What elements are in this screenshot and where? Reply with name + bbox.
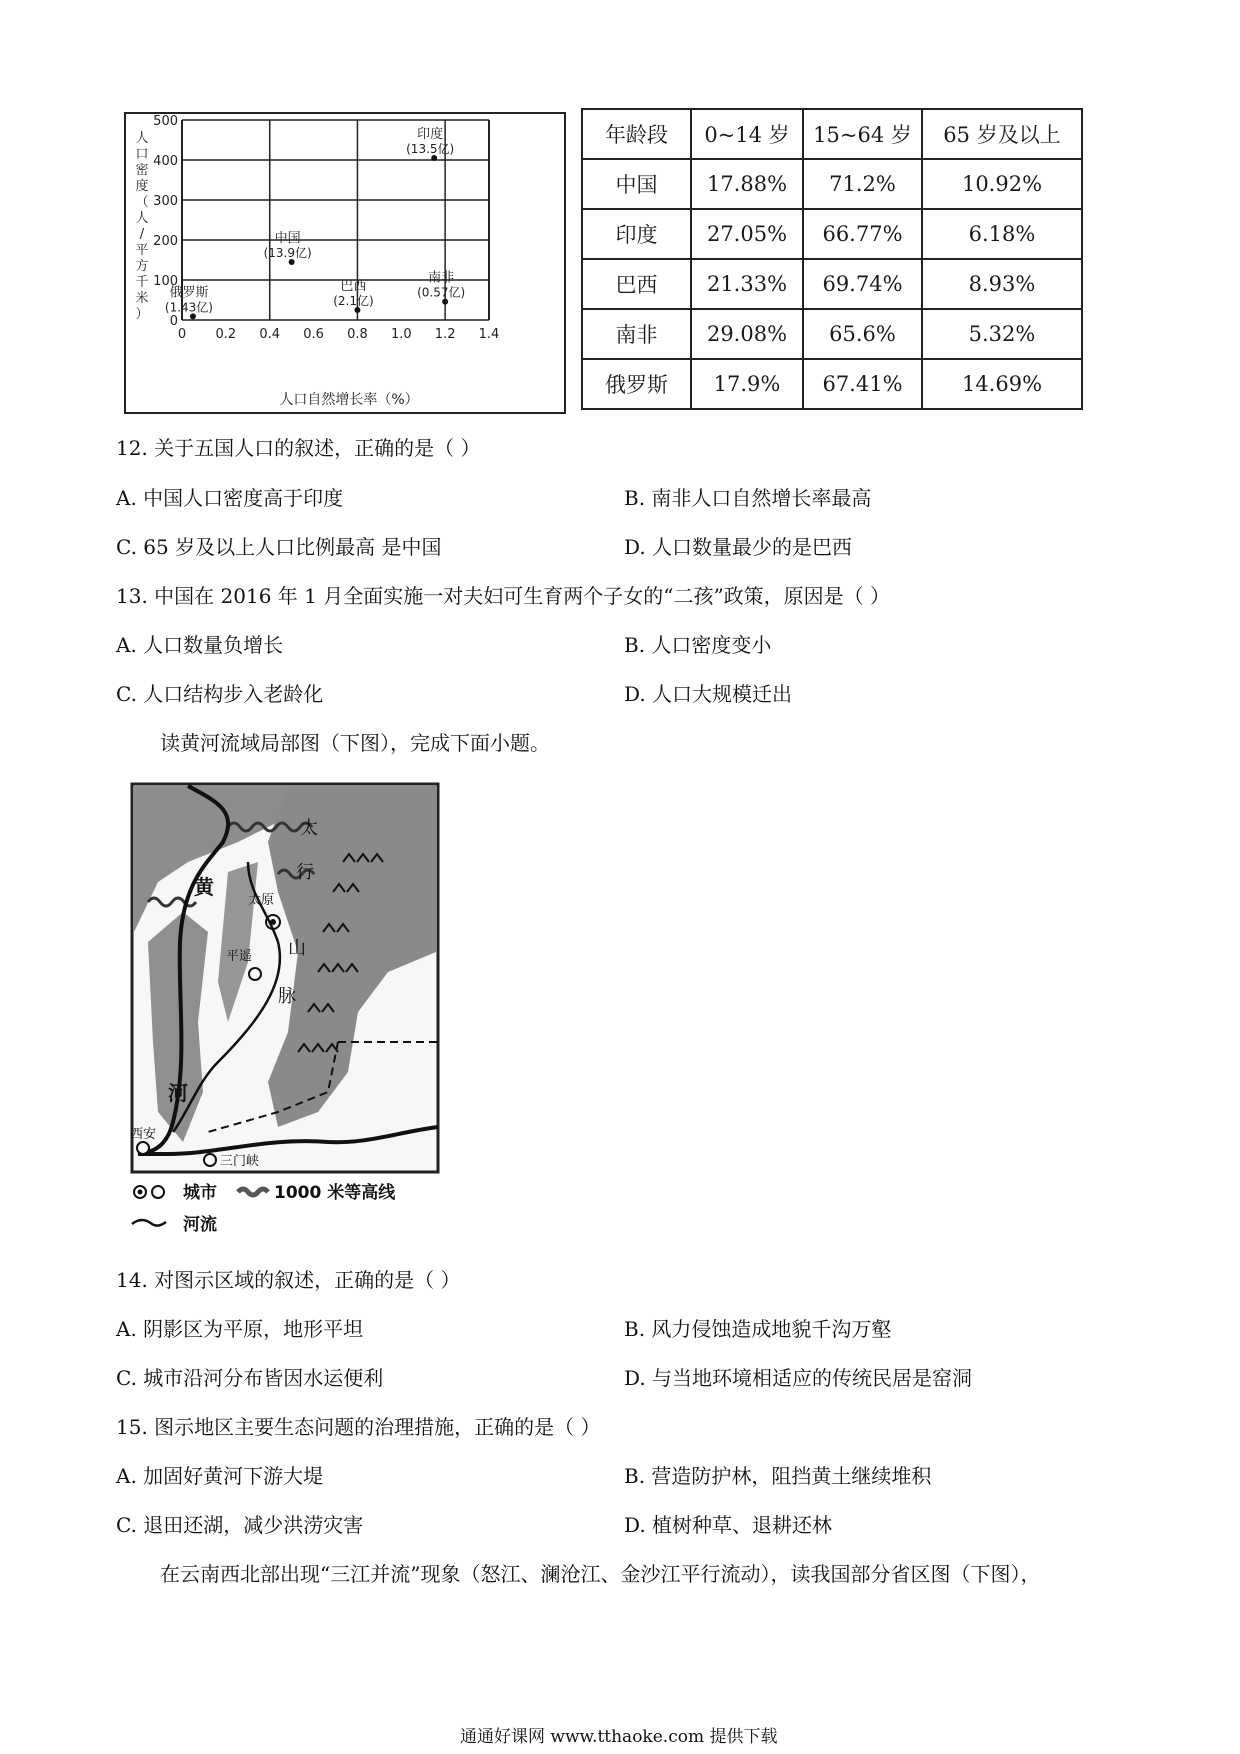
table-header-row <box>582 109 1082 159</box>
map-river-char-huang: 黄 <box>194 875 214 899</box>
q12-option-d[interactable]: D. 人口数量最少的是巴西 <box>624 535 853 559</box>
q14-option-a[interactable]: A. 阴影区为平原，地形平坦 <box>116 1317 364 1341</box>
point-name-label: 印度 <box>417 127 444 142</box>
xian-city-icon <box>137 1142 149 1154</box>
q15-option-d[interactable]: D. 植树种草、退耕还林 <box>624 1513 833 1537</box>
y-axis-label-char: 人 <box>135 131 149 146</box>
x-tick-label: 0.6 <box>303 327 324 342</box>
y-axis-label-char: 人 <box>135 211 149 226</box>
point-population-label: (13.5亿) <box>406 142 455 156</box>
map-city-label-sanmenxia: 三门峡 <box>220 1154 260 1169</box>
x-tick-label: 0.4 <box>259 327 281 342</box>
legend-river-label: 河流 <box>183 1215 217 1235</box>
table-cell: 8.93% <box>922 259 1082 309</box>
table-cell: 71.2% <box>803 159 922 209</box>
table-cell: 17.9% <box>691 359 803 409</box>
q14-option-d[interactable]: D. 与当地环境相适应的传统民居是窑洞 <box>624 1366 973 1390</box>
q13-option-b[interactable]: B. 人口密度变小 <box>624 633 772 657</box>
question-14-stem: 14. 对图示区域的叙述，正确的是（ ） <box>116 1268 461 1292</box>
x-tick-label: 1.4 <box>478 327 500 342</box>
point-population-label: (13.9亿) <box>263 246 312 260</box>
q12-option-a[interactable]: A. 中国人口密度高于印度 <box>116 486 344 510</box>
map-city-label-taiyuan: 太原 <box>248 893 275 908</box>
point-name-label: 巴西 <box>340 279 367 294</box>
y-tick-label: 400 <box>153 154 178 169</box>
y-tick-label: 300 <box>153 194 178 209</box>
y-tick-label: 500 <box>153 114 178 129</box>
q13-option-a[interactable]: A. 人口数量负增长 <box>116 633 284 657</box>
map-mountain-char-hang: 行 <box>296 862 314 883</box>
next-section-intro: 在云南西北部出现“三江并流”现象（怒江、澜沧江、金沙江平行流动），读我国部分省区图（下图）， <box>160 1562 1041 1586</box>
x-tick-label: 0 <box>177 327 187 342</box>
table-cell: 南非 <box>582 309 691 359</box>
y-axis-label-char: （ <box>135 195 149 210</box>
table-cell: 14.69% <box>922 359 1082 409</box>
y-axis-label-char: 密 <box>135 163 149 178</box>
y-axis-label-char: / <box>139 227 145 242</box>
legend-river-icon <box>132 1220 166 1226</box>
question-13-stem: 13. 中国在 2016 年 1 月全面实施一对夫妇可生育两个子女的“二孩”政策，原因是（ ） <box>116 584 891 608</box>
age-structure-table <box>581 108 1083 410</box>
map-river-char-he: 河 <box>168 1081 188 1105</box>
x-tick-label: 1.0 <box>390 327 412 342</box>
y-tick-label: 200 <box>153 234 178 249</box>
sanmenxia-city-icon <box>204 1154 216 1166</box>
legend-city-label: 城市 <box>183 1183 217 1203</box>
q14-option-c[interactable]: C. 城市沿河分布皆因水运便利 <box>116 1366 384 1390</box>
pingyao-city-icon <box>249 968 261 980</box>
yellow-river-map <box>128 782 448 1242</box>
legend-contour-label: 1000 米等高线 <box>274 1183 396 1203</box>
page-footer: 通通好课网 www.tthaoke.com 提供下载 <box>460 1727 778 1747</box>
y-axis-label-char: 千 <box>135 275 149 290</box>
table-cell: 21.33% <box>691 259 803 309</box>
table-header: 0~14 岁 <box>691 109 803 159</box>
y-tick-label: 0 <box>169 314 178 329</box>
map-mountain-char-mai: 脉 <box>278 986 296 1007</box>
y-axis-label <box>135 131 148 322</box>
x-tick-label: 0.2 <box>215 327 237 342</box>
table-cell: 17.88% <box>691 159 803 209</box>
table-cell: 俄罗斯 <box>582 359 691 409</box>
map-intro-text: 读黄河流域局部图（下图），完成下面小题。 <box>160 731 550 755</box>
legend-contour-icon <box>238 1189 268 1195</box>
y-axis-label-char: 方 <box>135 259 149 274</box>
q13-option-c[interactable]: C. 人口结构步入老龄化 <box>116 682 324 706</box>
map-city-label-xian: 西安 <box>130 1127 157 1142</box>
point-population-label: (2.1亿) <box>333 294 374 308</box>
table-header: 15~64 岁 <box>803 109 922 159</box>
q13-option-d[interactable]: D. 人口大规模迁出 <box>624 682 793 706</box>
table-row <box>582 159 1082 209</box>
y-axis-label-char: 米 <box>135 291 149 306</box>
q12-option-b[interactable]: B. 南非人口自然增长率最高 <box>624 486 872 510</box>
table-cell: 66.77% <box>803 209 922 259</box>
q12-option-c[interactable]: C. 65 岁及以上人口比例最高 是中国 <box>116 535 442 559</box>
y-axis-label-char: ） <box>135 307 149 322</box>
map-mountain-char-shan: 山 <box>288 938 306 959</box>
table-header: 65 岁及以上 <box>922 109 1082 159</box>
table-cell: 67.41% <box>803 359 922 409</box>
chart-frame <box>125 113 565 413</box>
y-axis-label-char: 平 <box>135 243 149 258</box>
map-mountain-char-tai: 太 <box>300 818 318 839</box>
q14-option-b[interactable]: B. 风力侵蚀造成地貌千沟万壑 <box>624 1317 892 1341</box>
q15-option-a[interactable]: A. 加固好黄河下游大堤 <box>116 1464 324 1488</box>
map-city-label-pingyao: 平遥 <box>226 949 253 964</box>
q15-option-b[interactable]: B. 营造防护林，阻挡黄土继续堆积 <box>624 1464 932 1488</box>
table-row <box>582 259 1082 309</box>
table-cell: 27.05% <box>691 209 803 259</box>
point-name-label: 中国 <box>274 231 301 246</box>
point-name-label: 南非 <box>428 270 455 286</box>
table-row <box>582 359 1082 409</box>
table-row <box>582 209 1082 259</box>
x-tick-label: 0.8 <box>347 327 368 342</box>
table-cell: 69.74% <box>803 259 922 309</box>
table-cell: 中国 <box>582 159 691 209</box>
y-tick-label: 100 <box>153 274 178 289</box>
question-15-stem: 15. 图示地区主要生态问题的治理措施，正确的是（ ） <box>116 1415 601 1439</box>
x-axis-label: 人口自然增长率（%） <box>279 392 419 408</box>
table-header: 年龄段 <box>582 109 691 159</box>
table-cell: 6.18% <box>922 209 1082 259</box>
y-axis-label-char: 口 <box>135 147 149 162</box>
table-cell: 印度 <box>582 209 691 259</box>
table-cell: 29.08% <box>691 309 803 359</box>
q15-option-c[interactable]: C. 退田还湖，减少洪涝灾害 <box>116 1513 364 1537</box>
table-cell: 10.92% <box>922 159 1082 209</box>
y-axis-label-char: 度 <box>135 179 149 194</box>
population-scatter-chart <box>124 112 566 414</box>
point-population-label: (0.57亿) <box>417 285 466 300</box>
question-12-stem: 12. 关于五国人口的叙述，正确的是（ ） <box>116 436 481 460</box>
table-cell: 65.6% <box>803 309 922 359</box>
point-population-label: (1.43亿) <box>164 300 214 315</box>
table-row <box>582 309 1082 359</box>
x-tick-label: 1.2 <box>434 327 456 342</box>
table-cell: 5.32% <box>922 309 1082 359</box>
table-cell: 巴西 <box>582 259 691 309</box>
point-name-label: 俄罗斯 <box>169 285 209 301</box>
